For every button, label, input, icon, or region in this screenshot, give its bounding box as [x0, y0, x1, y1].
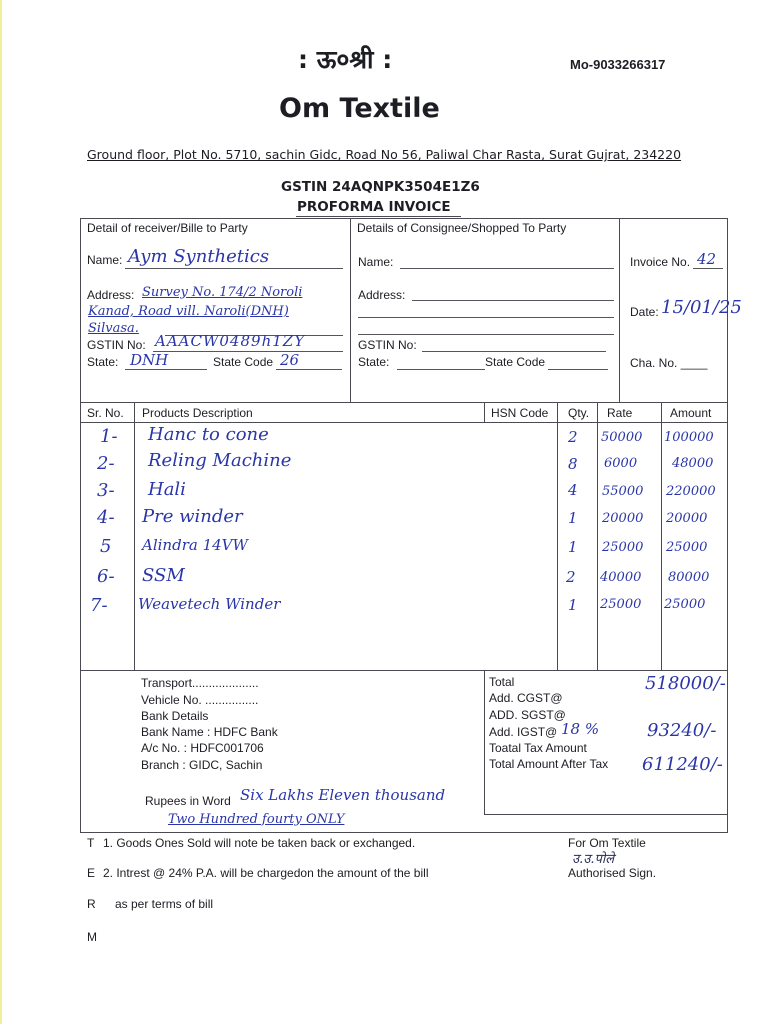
receiver-name-value: Aym Synthetics [128, 246, 270, 267]
row-qty: 8 [568, 455, 578, 473]
col-divider-desc [484, 402, 485, 422]
authorised-sign-label: Authorised Sign. [568, 866, 657, 880]
row-amount: 25000 [664, 597, 706, 612]
receiver-state-value: DNH [130, 351, 169, 369]
totals-bottom [484, 814, 728, 815]
row-sr: 1- [100, 426, 118, 447]
cgst-label: Add. CGST@ [489, 691, 563, 705]
row-sr: 7- [90, 595, 108, 616]
title-underline [296, 216, 461, 217]
invoice-number-label: Invoice No. [630, 255, 691, 269]
row-amount: 80000 [668, 570, 710, 585]
col-divider-qty [597, 402, 598, 670]
row-sr: 5 [100, 536, 112, 557]
total-tax-label: Toatal Tax Amount [489, 741, 587, 755]
row-description: Hali [148, 479, 186, 500]
bank-name: Bank Name : HDFC Bank [141, 725, 278, 739]
consignee-address-line1 [412, 300, 614, 301]
consignee-name-line [400, 268, 614, 269]
terms-1: 1. Goods Ones Sold will note be taken back or exchanged. [103, 836, 416, 850]
consignee-address-label: Address: [358, 288, 406, 302]
party-divider-2 [619, 218, 620, 402]
consignee-gstin-label: GSTIN No: [358, 338, 417, 352]
frame-top [80, 218, 728, 219]
row-description: SSM [142, 565, 185, 586]
receiver-heading: Detail of receiver/Bille to Party [87, 221, 248, 235]
vehicle-label: Vehicle No. ................ [141, 693, 259, 707]
row-rate: 25000 [600, 597, 642, 612]
company-address: Ground floor, Plot No. 5710, sachin Gidc, Road No 56, Paliwal Char Rasta, Surat Gujrat, 234220 [87, 147, 682, 162]
row-qty: 4 [568, 481, 578, 499]
terms-2: 2. Intrest @ 24% P.A. will be chargedon the amount of the bill [103, 866, 429, 880]
row-description: Reling Machine [148, 450, 292, 471]
rupees-in-word-label: Rupees in Word [145, 794, 231, 808]
receiver-state-line [125, 369, 207, 370]
date-value: 15/01/25 [661, 297, 742, 318]
receiver-gstin-value: AAACW0489h1ZY [155, 332, 306, 350]
col-divider-rate [661, 402, 662, 670]
consignee-address-line3 [358, 334, 614, 335]
date-label: Date: [630, 305, 659, 319]
th-rate: Rate [607, 406, 633, 420]
frame-bottom [80, 832, 728, 833]
th-hsn-code: HSN Code [491, 406, 549, 420]
row-rate: 50000 [601, 430, 643, 445]
consignee-gstin-line [422, 351, 606, 352]
bank-details-label: Bank Details [141, 709, 209, 723]
consignee-name-label: Name: [358, 255, 394, 269]
row-description: Alindra 14VW [142, 536, 248, 554]
receiver-state-label: State: [87, 355, 119, 369]
row-qty: 1 [568, 509, 578, 527]
row-sr: 2- [97, 453, 115, 474]
total-label: Total [489, 675, 515, 689]
receiver-address-label: Address: [87, 288, 135, 302]
th-sr-no: Sr. No. [87, 406, 124, 420]
branch-name: Branch : GIDC, Sachin [141, 758, 263, 772]
receiver-state-code-label: State Code [213, 355, 274, 369]
receiver-address-line3: Silvasa. [88, 321, 139, 336]
total-value: 518000/- [645, 673, 726, 694]
page-edge [0, 0, 2, 1024]
row-sr: 3- [97, 480, 115, 501]
account-number: A/c No. : HDFC001706 [141, 741, 264, 755]
row-amount: 220000 [666, 484, 716, 499]
row-sr: 6- [97, 566, 115, 587]
invoice-number-line [693, 268, 723, 269]
receiver-gstin-line [153, 351, 343, 352]
row-rate: 55000 [602, 484, 644, 499]
transport-label: Transport.................... [141, 676, 259, 690]
frame-table-header-bottom [80, 422, 728, 423]
row-description: Pre winder [142, 506, 243, 527]
receiver-state-code-value: 26 [280, 351, 300, 369]
row-amount: 25000 [666, 540, 708, 555]
row-rate: 6000 [604, 456, 638, 471]
row-rate: 25000 [602, 540, 644, 555]
for-company-label: For Om Textile [568, 836, 646, 850]
terms-t: T [87, 836, 95, 850]
gstin-heading: GSTIN 24AQNPK3504E1Z6 [281, 179, 480, 195]
invoice-number-value: 42 [697, 250, 717, 268]
frame-left [80, 218, 81, 832]
th-description: Products Description [142, 406, 253, 420]
grand-total-value: 611240/- [642, 754, 723, 775]
igst-value: 93240/- [647, 720, 717, 741]
frame-party-bottom [80, 402, 728, 403]
cha-number-label: Cha. No. ____ [630, 356, 708, 370]
deity-heading: : ऊ०श्री : [298, 45, 393, 74]
terms-e: E [87, 866, 96, 880]
terms-r: R [87, 897, 96, 911]
row-description: Weavetech Winder [138, 595, 281, 613]
terms-m: M [87, 930, 97, 944]
receiver-name-line [125, 268, 343, 269]
company-name: Om Textile [279, 93, 440, 124]
row-qty: 1 [568, 538, 578, 556]
sgst-label: ADD. SGST@ [489, 708, 566, 722]
consignee-state-line [397, 369, 485, 370]
th-qty: Qty. [568, 406, 590, 420]
lower-section-top [80, 670, 728, 671]
row-sr: 4- [97, 507, 115, 528]
party-divider-1 [350, 218, 351, 402]
row-rate: 40000 [600, 570, 642, 585]
row-amount: 100000 [664, 430, 714, 445]
consignee-state-code-line [548, 369, 608, 370]
signature: उ.उ.पोले [572, 852, 615, 867]
consignee-state-code-label: State Code [485, 355, 546, 369]
document-title: PROFORMA INVOICE [297, 199, 451, 215]
mobile-number: Mo-9033266317 [570, 57, 666, 72]
igst-label: Add. IGST@ [489, 725, 558, 739]
lower-divider [484, 670, 485, 814]
receiver-gstin-label: GSTIN No: [87, 338, 146, 352]
receiver-state-code-line [276, 369, 342, 370]
row-amount: 20000 [666, 511, 708, 526]
row-amount: 48000 [672, 456, 714, 471]
row-qty: 2 [566, 568, 576, 586]
col-divider-hsn [557, 402, 558, 670]
amount-in-words-line2: Two Hundred fourty ONLY [168, 812, 345, 827]
amount-in-words-line1: Six Lakhs Eleven thousand [240, 786, 446, 804]
consignee-heading: Details of Consignee/Shopped To Party [357, 221, 567, 235]
col-divider-sr [134, 402, 135, 670]
consignee-state-label: State: [358, 355, 390, 369]
consignee-address-line2 [358, 317, 614, 318]
th-amount: Amount [670, 406, 712, 420]
row-qty: 1 [568, 596, 578, 614]
receiver-address-line2: Kanad, Road vill. Naroli(DNH) [88, 304, 289, 319]
receiver-address-line1: Survey No. 174/2 Noroli [142, 285, 303, 300]
receiver-name-label: Name: [87, 253, 123, 267]
grand-total-label: Total Amount After Tax [489, 757, 609, 771]
row-rate: 20000 [602, 511, 644, 526]
igst-rate: 18 % [561, 720, 600, 738]
row-qty: 2 [568, 428, 578, 446]
terms-3: as per terms of bill [115, 897, 214, 911]
row-description: Hanc to cone [148, 424, 269, 445]
